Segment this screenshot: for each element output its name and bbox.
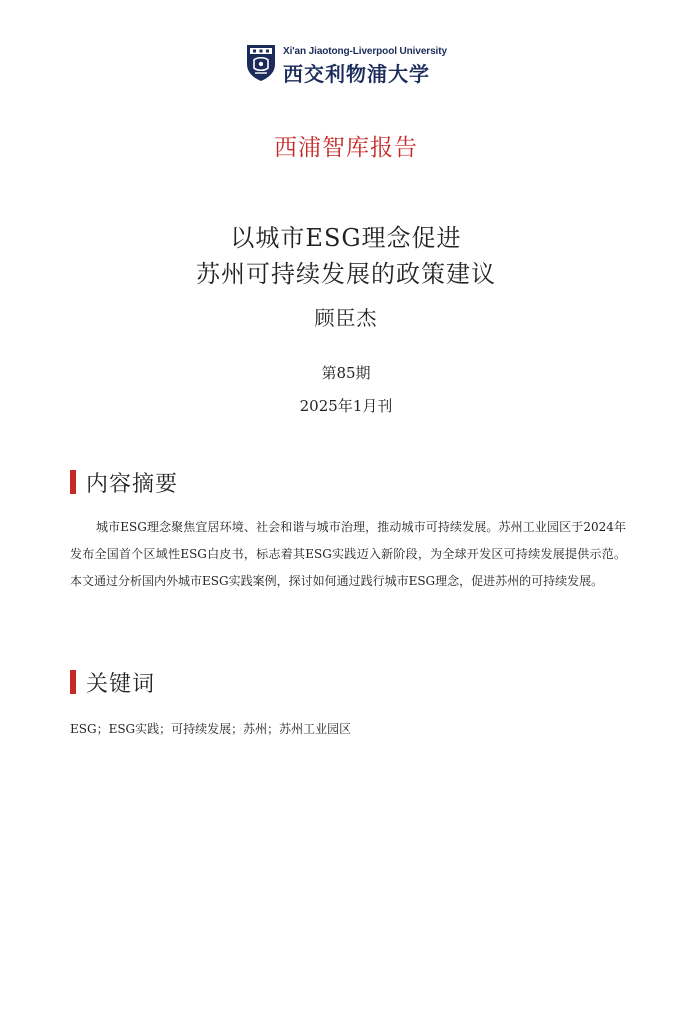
report-title-line-2: 苏州可持续发展的政策建议 <box>196 260 496 288</box>
issue-number: 第85期 <box>321 364 371 382</box>
red-bar-icon <box>70 470 76 494</box>
university-logo <box>246 44 456 86</box>
abstract-heading-label: 内容摘要 <box>86 471 179 497</box>
issue-date: 2025年1月刊 <box>299 397 393 415</box>
university-shield-icon <box>246 44 276 82</box>
red-bar-icon <box>70 670 76 694</box>
report-author: 顾臣杰 <box>314 306 378 330</box>
keywords-heading <box>70 668 155 696</box>
report-series-title: 西浦智库报告 <box>274 135 418 161</box>
report-title-line-1: 以城市ESG理念促进 <box>230 224 462 252</box>
university-name-english: Xi'an Jiaotong-Liverpool University <box>283 46 447 57</box>
keywords-text: ESG；ESG实践；可持续发展；苏州；苏州工业园区 <box>70 722 352 736</box>
abstract-heading <box>70 468 178 496</box>
abstract-text: 城市ESG理念聚焦宜居环境、社会和谐与城市治理，推动城市可持续发展。苏州工业园区于2024年发布全国首个区域性ESG白皮书，标志着其ESG实践迈入新阶段，为全球开发区可持续发展提供示范。本文通过分析国内外城市ESG实践案例，探讨如何通过践行城市ESG理念，促进苏州的可持续发展。 <box>70 520 626 588</box>
university-name-chinese: 西交利物浦大学 <box>283 62 430 86</box>
keywords-heading-label: 关键词 <box>86 671 156 697</box>
